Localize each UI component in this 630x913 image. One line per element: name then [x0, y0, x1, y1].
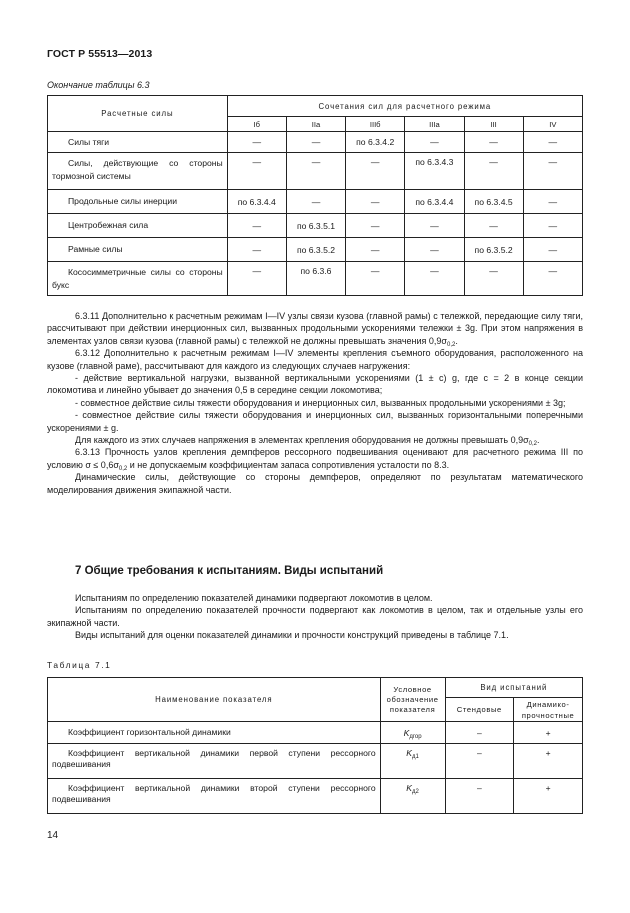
- row-name: Коэффициент вертикальной динамики второй ступени рессорного подвешивания: [48, 779, 381, 814]
- section-7-text: [47, 592, 583, 642]
- cell: —: [523, 238, 582, 262]
- cell: по 6.3.4.5: [464, 190, 523, 214]
- paragraph-6-3-13: 6.3.13 Прочность узлов крепления демпферов рессорного подвешивания оценивают для расчетного режима III по условию $\sigma \le 0,6\sigma_{0,2}$ и не допускаемым коэффициентам запаса сопротивления усталости по 8.3.: [47, 447, 583, 472]
- cell: по 6.3.5.1: [286, 214, 345, 238]
- table-6-3: [47, 95, 583, 296]
- table-row: [48, 132, 583, 153]
- cell: —: [286, 153, 345, 190]
- cell: по 6.3.5.2: [464, 238, 523, 262]
- list-item: - действие вертикальной нагрузки, вызванной вертикальными ускорениями (1 ± c) g, где c = 2 в конце секции локомотива и линейно убывает до значения 0,5 в середине секции локомотива;: [47, 373, 583, 396]
- cell: —: [346, 262, 405, 296]
- table-row: [48, 153, 583, 190]
- row-name: Силы тяги: [48, 132, 228, 153]
- paragraph-6-3-12: 6.3.12 Дополнительно к расчетным режимам I—IV элементы крепления съемного оборудования, расположенного на кузове (главной раме), рассчитывают для каждого из следующих случаев нагружения:: [47, 348, 583, 371]
- table-row: [48, 722, 583, 744]
- row-name: Рамные силы: [48, 238, 228, 262]
- cell: –: [445, 744, 514, 779]
- symbol-cell: $K_{дгор}$: [380, 722, 445, 744]
- page-number: 14: [47, 830, 59, 841]
- col-header-forces: Расчетные силы: [48, 96, 228, 132]
- cell: —: [523, 153, 582, 190]
- cell: —: [464, 262, 523, 296]
- col-header-dynamic-strength: Динамико-прочностные: [514, 698, 583, 722]
- table-row: [48, 779, 583, 814]
- mode-header: Iб: [227, 117, 286, 132]
- cell: —: [523, 132, 582, 153]
- cell: по 6.3.4.2: [346, 132, 405, 153]
- table-7-1-caption: Таблица 7.1: [47, 660, 112, 670]
- cell: –: [445, 722, 514, 744]
- cell: —: [346, 190, 405, 214]
- cell: —: [227, 214, 286, 238]
- cell: +: [514, 722, 583, 744]
- cell: —: [227, 132, 286, 153]
- table-row: [48, 262, 583, 296]
- col-header-bench: Стендовые: [445, 698, 514, 722]
- standard-header: ГОСТ Р 55513—2013: [47, 48, 153, 60]
- table-row: [48, 190, 583, 214]
- row-name: Силы, действующие со стороны тормозной системы: [48, 153, 228, 190]
- cell: —: [346, 153, 405, 190]
- cell: —: [523, 262, 582, 296]
- cell: —: [227, 262, 286, 296]
- cell: —: [523, 214, 582, 238]
- col-header-combinations: Сочетания сил для расчетного режима: [227, 96, 582, 117]
- cell: —: [227, 238, 286, 262]
- section-7-title: 7 Общие требования к испытаниям. Виды испытаний: [75, 565, 384, 577]
- cell: по 6.3.4.4: [405, 190, 464, 214]
- paragraph: Испытаниям по определению показателей прочности подвергают как локомотив в целом, так и отдельные узлы его экипажной части.: [47, 605, 583, 628]
- list-item: - совместное действие силы тяжести оборудования и инерционных сил, вызванных продольными ускорениями ± 3g;: [75, 397, 566, 408]
- cell: по 6.3.4.4: [227, 190, 286, 214]
- symbol-cell: $K_{д1}$: [380, 744, 445, 779]
- cell: по 6.3.6: [286, 262, 345, 296]
- cell: —: [405, 238, 464, 262]
- cell: —: [286, 190, 345, 214]
- table-row: [48, 214, 583, 238]
- mode-header: IIа: [286, 117, 345, 132]
- row-name: Кососимметричные силы со стороны букс: [48, 262, 228, 296]
- cell: по 6.3.4.3: [405, 153, 464, 190]
- cell: —: [405, 214, 464, 238]
- symbol-cell: $K_{д2}$: [380, 779, 445, 814]
- col-header-test-type: Вид испытаний: [445, 678, 582, 698]
- cell: —: [464, 214, 523, 238]
- row-name: Коэффициент горизонтальной динамики: [48, 722, 381, 744]
- cell: —: [464, 132, 523, 153]
- col-header-indicator: Наименование показателя: [48, 678, 381, 722]
- cell: —: [286, 132, 345, 153]
- row-name: Коэффициент вертикальной динамики первой ступени рессорного подвешивания: [48, 744, 381, 779]
- table-row: [48, 744, 583, 779]
- paragraph-stress-limit: Для каждого из этих случаев напряжения в элементах крепления оборудования не должны превышать $0,9\sigma_{0,2}$.: [75, 435, 540, 448]
- table-6-3-caption: Окончание таблицы 6.3: [47, 80, 150, 90]
- paragraph-dynamic-forces: Динамические силы, действующие со стороны демпферов, определяют по результатам математического моделирования движения экипажной части.: [47, 472, 583, 495]
- cell: —: [405, 262, 464, 296]
- cell: +: [514, 744, 583, 779]
- cell: —: [464, 153, 523, 190]
- cell: —: [523, 190, 582, 214]
- cell: —: [405, 132, 464, 153]
- mode-header: IIIб: [346, 117, 405, 132]
- cell: +: [514, 779, 583, 814]
- cell: —: [346, 214, 405, 238]
- cell: по 6.3.5.2: [286, 238, 345, 262]
- col-header-symbol: Условное обозначение показателя: [380, 678, 445, 722]
- mode-header: IIIа: [405, 117, 464, 132]
- row-name: Продольные силы инерции: [48, 190, 228, 214]
- cell: —: [346, 238, 405, 262]
- mode-header: III: [464, 117, 523, 132]
- paragraph-6-3-11: 6.3.11 Дополнительно к расчетным режимам I—IV узлы связи кузова (главной рамы) с тележкой, передающие силу тяги, рассчитывают при действии инерционных сил, вызванных продольными ускорениями тележки ± 3g. При этом напряжения в элементах узлов связи кузова (главной рамы) с тележкой не должны превышать значения $0,9\sigma_{0,2}$.: [47, 311, 583, 348]
- paragraph: Виды испытаний для оценки показателей динамики и прочности конструкций приведены в таблице 7.1.: [75, 630, 509, 641]
- table-7-1: [47, 677, 583, 814]
- list-item: - совместное действие силы тяжести оборудования и инерционных сил, вызванных горизонтальными поперечными ускорениями ± g.: [47, 410, 583, 433]
- section-6-text: [47, 310, 583, 496]
- row-name: Центробежная сила: [48, 214, 228, 238]
- table-row: [48, 238, 583, 262]
- mode-header: IV: [523, 117, 582, 132]
- paragraph: Испытаниям по определению показателей динамики подвергают локомотив в целом.: [75, 593, 433, 603]
- cell: –: [445, 779, 514, 814]
- cell: —: [227, 153, 286, 190]
